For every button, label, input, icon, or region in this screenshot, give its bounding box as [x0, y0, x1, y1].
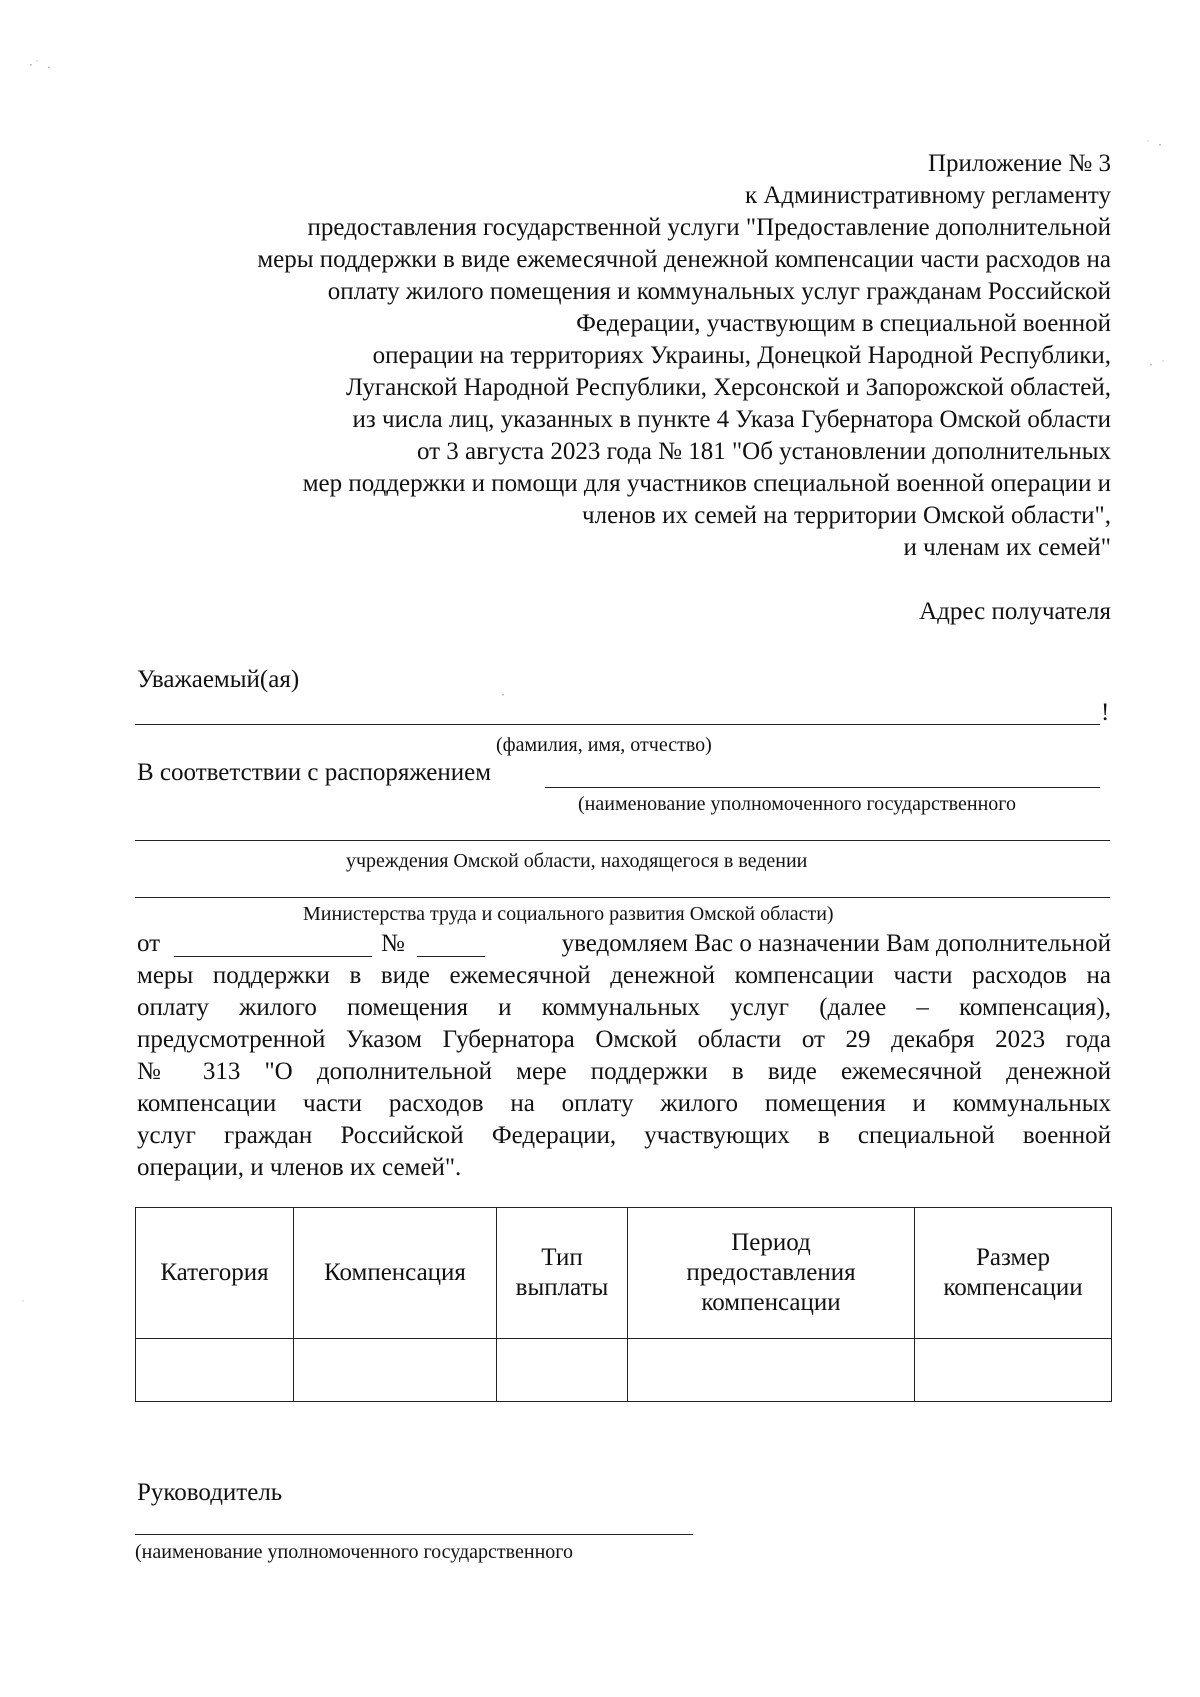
decree-hint-1: (наименование уполномоченного государственного [578, 793, 1016, 815]
body-line: оплату жилого помещения и коммунальных услуг (далее – компенсация), [137, 994, 1111, 1021]
fio-blank-line[interactable] [135, 724, 1100, 725]
scan-speck: · ˙ [1148, 360, 1167, 371]
header-line: оплату жилого помещения и коммунальных услуг гражданам Российской [327, 278, 1111, 305]
header-category: Категория [136, 1208, 294, 1339]
table-cell[interactable] [628, 1339, 915, 1402]
decree-blank-line-3[interactable] [135, 897, 1110, 898]
decree-hint-2: учреждения Омской области, находящегося в ведении [346, 850, 808, 872]
header-line: предоставления государственной услуги "Предоставление дополнительной [307, 214, 1111, 241]
signature-hint: (наименование уполномоченного государственного [135, 1541, 573, 1563]
header-line: членов их семей на территории Омской области", [582, 502, 1111, 529]
body-line: меры поддержки в виде ежемесячной денежной компенсации части расходов на [137, 962, 1111, 989]
table-row [136, 1339, 1112, 1402]
decree-blank-line[interactable] [545, 787, 1100, 788]
header-line: Луганской Народной Республики, Херсонской и Запорожской областей, [346, 374, 1111, 401]
header-line: мер поддержки и помощи для участников специальной военной операции и [302, 470, 1111, 497]
body-line: предусмотренной Указом Губернатора Омской области от 29 декабря 2023 года [137, 1026, 1111, 1053]
header-line: Федерации, участвующим в специальной военной [576, 310, 1111, 337]
compensation-table [135, 1207, 1112, 1402]
decree-blank-line-2[interactable] [135, 840, 1110, 841]
scan-speck: ˙ · [1145, 140, 1164, 151]
salutation: Уважаемый(ая) [137, 666, 300, 693]
signature-title: Руководитель [137, 1479, 283, 1506]
header-line: к Административному регламенту [744, 182, 1111, 209]
scan-speck: · [500, 690, 507, 701]
header-amount: Размер компенсации [915, 1208, 1112, 1339]
table-cell[interactable] [136, 1339, 294, 1402]
header-line: и членам их семей" [903, 534, 1111, 561]
decree-intro: В соответствии с распоряжением [137, 759, 492, 786]
table-cell[interactable] [294, 1339, 497, 1402]
header-payment-type: Тип выплаты [497, 1208, 628, 1339]
scan-speck: ·˙ . [28, 60, 53, 71]
decree-hint-3: Министерства труда и социального развития Омской области) [303, 903, 834, 925]
body-line: компенсации части расходов на оплату жилого помещения и коммунальных [137, 1090, 1111, 1117]
recipient-address-label: Адрес получателя [919, 598, 1111, 625]
header-period: Период предоставления компенсации [628, 1208, 915, 1339]
body-line: услуг граждан Российской Федерации, участвующих в специальной военной [137, 1122, 1111, 1149]
table-cell[interactable] [497, 1339, 628, 1402]
scan-speck: ˙ [20, 1300, 27, 1311]
body-line: операции, и членов их семей". [137, 1154, 462, 1181]
header-line: операции на территориях Украины, Донецкой Народной Республики, [372, 342, 1111, 369]
exclamation-mark: ! [1101, 699, 1110, 726]
table-cell[interactable] [915, 1339, 1112, 1402]
appendix-number: Приложение № 3 [927, 150, 1111, 177]
header-line: от 3 августа 2023 года № 181 "Об установлении дополнительных [416, 438, 1111, 465]
date-blank-line[interactable] [174, 956, 372, 957]
table-header-row [136, 1208, 1112, 1339]
notify-text: уведомляем Вас о назначении Вам дополнительной [561, 930, 1111, 957]
body-line: № 313 "О дополнительной мере поддержки в виде ежемесячной денежной [137, 1058, 1111, 1085]
header-line: меры поддержки в виде ежемесячной денежной компенсации части расходов на [257, 246, 1111, 273]
number-blank-line[interactable] [417, 956, 485, 957]
fio-hint: (фамилия, имя, отчество) [496, 734, 712, 756]
number-label: № [381, 930, 405, 957]
signature-blank-line[interactable] [135, 1534, 693, 1535]
from-label: от [137, 930, 161, 957]
header-line: из числа лиц, указанных в пункте 4 Указа Губернатора Омской области [352, 406, 1111, 433]
header-compensation: Компенсация [294, 1208, 497, 1339]
